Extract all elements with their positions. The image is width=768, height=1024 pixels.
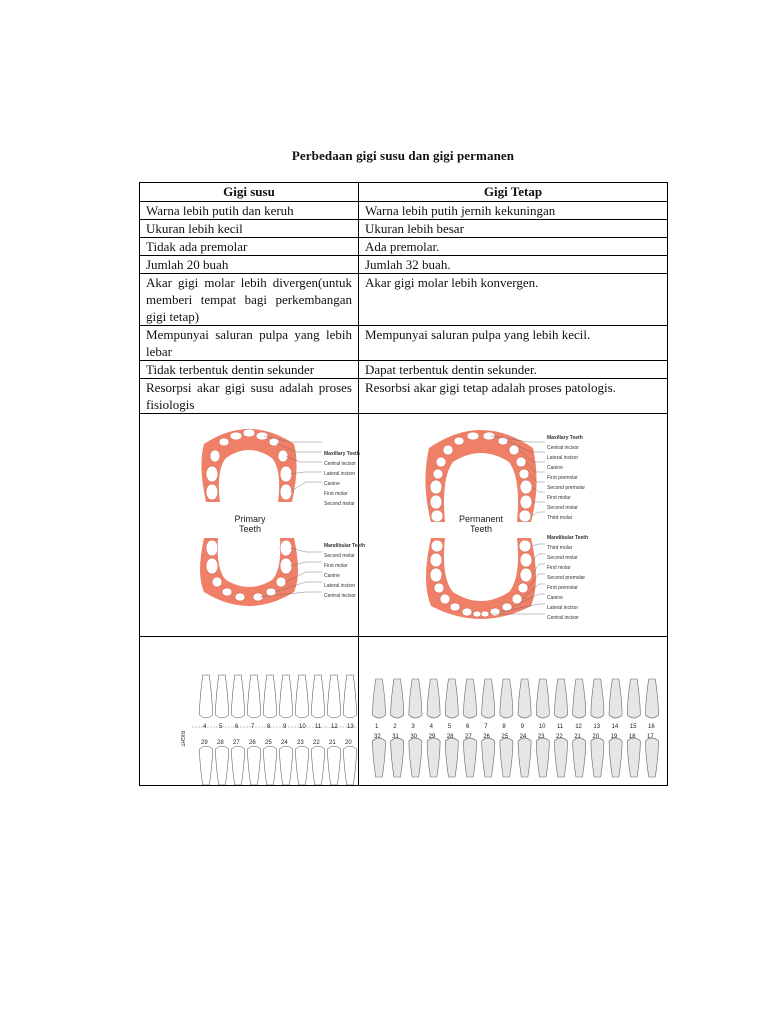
cell-primary: Jumlah 20 buah <box>140 256 359 274</box>
table-row <box>140 238 668 256</box>
tooth-number: 13 <box>347 724 354 730</box>
tooth-number: 16 <box>648 724 655 730</box>
tooth-outline <box>232 675 245 718</box>
cell-permanent: Ukuran lebih besar <box>359 220 668 238</box>
tooth-number: 12 <box>575 724 582 730</box>
tooth-number: 6 <box>466 724 470 730</box>
tooth-number: 31 <box>392 734 399 740</box>
header-gigi-susu: Gigi susu <box>140 183 359 202</box>
tooth-outline <box>296 675 309 718</box>
tooth-number: 22 <box>313 740 320 746</box>
tooth-outline <box>409 679 422 718</box>
permanent-lower-label: Second molar <box>547 555 578 561</box>
tooth-number: 30 <box>410 734 418 740</box>
tooth-number: 9 <box>520 724 524 730</box>
permanent-lower-label: Third molar <box>547 545 573 551</box>
tooth-number: 24 <box>281 740 288 746</box>
tooth-outline <box>464 679 477 718</box>
permanent-lower-label: First premolar <box>547 585 578 591</box>
tooth-number: 11 <box>557 724 564 730</box>
tooth-number: 23 <box>537 734 545 740</box>
tooth-outline <box>573 679 586 718</box>
tooth-number: 17 <box>647 734 654 740</box>
tooth-number: 24 <box>519 734 527 740</box>
permanent-lower-heading: Mandibular Teeth <box>547 535 589 541</box>
tooth-number: 8 <box>502 724 506 730</box>
permanent-upper-label: First premolar <box>547 475 578 481</box>
page-title: Perbedaan gigi susu dan gigi permanen <box>291 148 515 163</box>
tooth-number: 32 <box>374 734 381 740</box>
tooth-number: 4 <box>429 724 433 730</box>
permanent-upper-label: First molar <box>547 495 571 501</box>
tooth-number: 8 <box>267 724 271 730</box>
permanent-caption <box>451 514 511 534</box>
tooth-outline <box>536 679 549 718</box>
permanent-lower-label: Lateral incisor <box>547 605 579 611</box>
primary-upper-label: First molar <box>324 491 348 497</box>
comparison-table <box>139 182 668 786</box>
primary-teeth-row-cell <box>140 637 359 786</box>
tooth-outline <box>555 679 568 718</box>
permanent-upper-label: Central incisor <box>547 445 579 451</box>
tooth-number: 5 <box>219 724 223 730</box>
tooth-number: 29 <box>428 734 436 740</box>
table-row <box>140 256 668 274</box>
tooth-number: 27 <box>465 734 472 740</box>
tooth-outline <box>500 679 513 718</box>
cell-primary: Ukuran lebih kecil <box>140 220 359 238</box>
tooth-number: 29 <box>201 740 208 746</box>
cell-permanent: Jumlah 32 buah. <box>359 256 668 274</box>
tooth-outline <box>391 679 404 718</box>
permanent-arch-figure <box>359 414 667 636</box>
primary-upper-label: Lateral incisor <box>324 471 356 477</box>
tooth-number: 5 <box>447 724 452 730</box>
primary-lower-label: Canine <box>324 573 340 579</box>
tooth-number: 6 <box>235 724 239 730</box>
cell-permanent: Akar gigi molar lebih konvergen. <box>359 274 668 326</box>
table-row <box>140 274 668 326</box>
tooth-outline <box>427 679 440 718</box>
cell-permanent: Mempunyai saluran pulpa yang lebih kecil. <box>359 326 668 361</box>
tooth-outline <box>627 679 640 718</box>
tooth-number: 15 <box>629 724 637 730</box>
cell-primary: Akar gigi molar lebih divergen(untuk memberi tempat bagi perkembangan gigi tetap) <box>140 274 359 326</box>
table-row <box>140 326 668 361</box>
tooth-number: 20 <box>345 740 352 746</box>
primary-upper-heading: Maxillary Teeth <box>324 451 360 457</box>
cell-primary: Tidak ada premolar <box>140 238 359 256</box>
permanent-lower-label: Second premolar <box>547 575 586 581</box>
tooth-outline <box>264 675 277 718</box>
cell-primary: Warna lebih putih dan keruh <box>140 202 359 220</box>
cell-primary: Mempunyai saluran pulpa yang lebih lebar <box>140 326 359 361</box>
cell-permanent: Warna lebih putih jernih kekuningan <box>359 202 668 220</box>
permanent-arch-illustration <box>359 414 668 636</box>
permanent-caption-line1: Permanent <box>458 514 504 524</box>
tooth-outline <box>248 675 261 718</box>
permanent-upper-heading: Maxillary Teeth <box>547 435 583 441</box>
tooth-outline <box>312 675 325 718</box>
permanent-upper-label: Lateral incisor <box>547 455 579 461</box>
primary-lower-label: Lateral incisor <box>324 583 356 589</box>
arch-diagram-row <box>140 414 668 637</box>
permanent-upper-label: Third molar <box>547 515 573 521</box>
tooth-number: 2 <box>393 724 397 730</box>
tooth-outline <box>591 679 604 718</box>
header-gigi-tetap: Gigi Tetap <box>359 183 668 202</box>
tooth-number: 11 <box>315 724 322 730</box>
tooth-outline <box>344 675 357 718</box>
permanent-teeth-row-cell <box>359 637 668 786</box>
permanent-upper-label: Second molar <box>547 505 578 511</box>
primary-arch-figure <box>140 414 366 636</box>
primary-upper-label: Second molar <box>324 501 355 507</box>
tooth-number: 3 <box>411 724 415 730</box>
tooth-number: 14 <box>611 724 619 730</box>
tooth-number: 26 <box>249 740 256 746</box>
tooth-number: 28 <box>217 740 224 746</box>
tooth-outline <box>482 679 495 718</box>
permanent-tooth-outlines <box>359 637 668 785</box>
tooth-number: 25 <box>265 740 272 746</box>
cell-permanent: Ada premolar. <box>359 238 668 256</box>
tooth-outline <box>216 675 229 718</box>
tooth-number: 1 <box>375 724 379 730</box>
cell-permanent: Dapat terbentuk dentin sekunder. <box>359 361 668 379</box>
tooth-outline-row <box>140 637 668 786</box>
tooth-number: 19 <box>610 734 618 740</box>
primary-lower-label: First molar <box>324 563 348 569</box>
tooth-number: 10 <box>299 724 306 730</box>
primary-upper-label: Central incisor <box>324 461 356 467</box>
permanent-lower-label: First molar <box>547 565 571 571</box>
primary-lower-heading: Mandibular Teeth <box>324 543 366 549</box>
primary-teeth-row-figure <box>140 637 358 785</box>
table-header-row <box>140 183 668 202</box>
tooth-number: 28 <box>446 734 454 740</box>
permanent-upper-label: Canine <box>547 465 563 471</box>
primary-caption <box>228 514 272 534</box>
table-row <box>140 379 668 414</box>
primary-lower-label: Second molar <box>324 553 355 559</box>
tooth-outline <box>518 679 531 718</box>
tooth-number: 22 <box>556 734 563 740</box>
tooth-outline <box>280 675 293 718</box>
tooth-number: 9 <box>283 724 287 730</box>
tooth-number: 27 <box>233 740 240 746</box>
permanent-upper-label: Second premolar <box>547 485 586 491</box>
tooth-number: 26 <box>483 734 490 740</box>
table-row <box>140 202 668 220</box>
tooth-number: 13 <box>593 724 601 730</box>
primary-caption-line1: Primary <box>234 514 266 524</box>
tooth-number: 4 <box>203 724 207 730</box>
tooth-number: 20 <box>592 734 600 740</box>
tooth-number: 18 <box>628 734 636 740</box>
cell-primary: Resorpsi akar gigi susu adalah proses fisiologis <box>140 379 359 414</box>
permanent-caption-line2: Teeth <box>469 524 493 534</box>
primary-upper-label: Canine <box>324 481 340 487</box>
cell-primary: Tidak terbentuk dentin sekunder <box>140 361 359 379</box>
permanent-lower-label: Canine <box>547 595 563 601</box>
tooth-number: 21 <box>574 734 581 740</box>
table-row <box>140 361 668 379</box>
primary-arch-cell <box>140 414 366 637</box>
tooth-outline <box>328 675 341 718</box>
permanent-teeth-row-figure <box>359 637 667 785</box>
cell-permanent: Resorbsi akar gigi tetap adalah proses patologis. <box>359 379 668 414</box>
lower-gum-arch <box>426 538 536 619</box>
primary-lower-label: Central incisor <box>324 593 356 599</box>
tooth-outline <box>373 679 386 718</box>
primary-tooth-outlines <box>140 637 359 785</box>
tooth-number: 25 <box>501 734 509 740</box>
permanent-arch-cell <box>359 414 668 637</box>
tooth-outline <box>646 679 659 718</box>
side-label: RIGHT <box>179 731 185 747</box>
tooth-outline <box>200 675 213 718</box>
tooth-number: 10 <box>538 724 546 730</box>
tooth-number: 7 <box>484 724 488 730</box>
permanent-lower-label: Central incisor <box>547 615 579 621</box>
tooth-number: 21 <box>329 740 336 746</box>
tooth-outline <box>609 679 622 718</box>
tooth-outline <box>445 679 458 718</box>
table-row <box>140 220 668 238</box>
tooth-number: 7 <box>251 724 255 730</box>
primary-caption-line2: Teeth <box>238 524 262 534</box>
tooth-number: 23 <box>297 740 304 746</box>
tooth-number: 12 <box>331 724 338 730</box>
